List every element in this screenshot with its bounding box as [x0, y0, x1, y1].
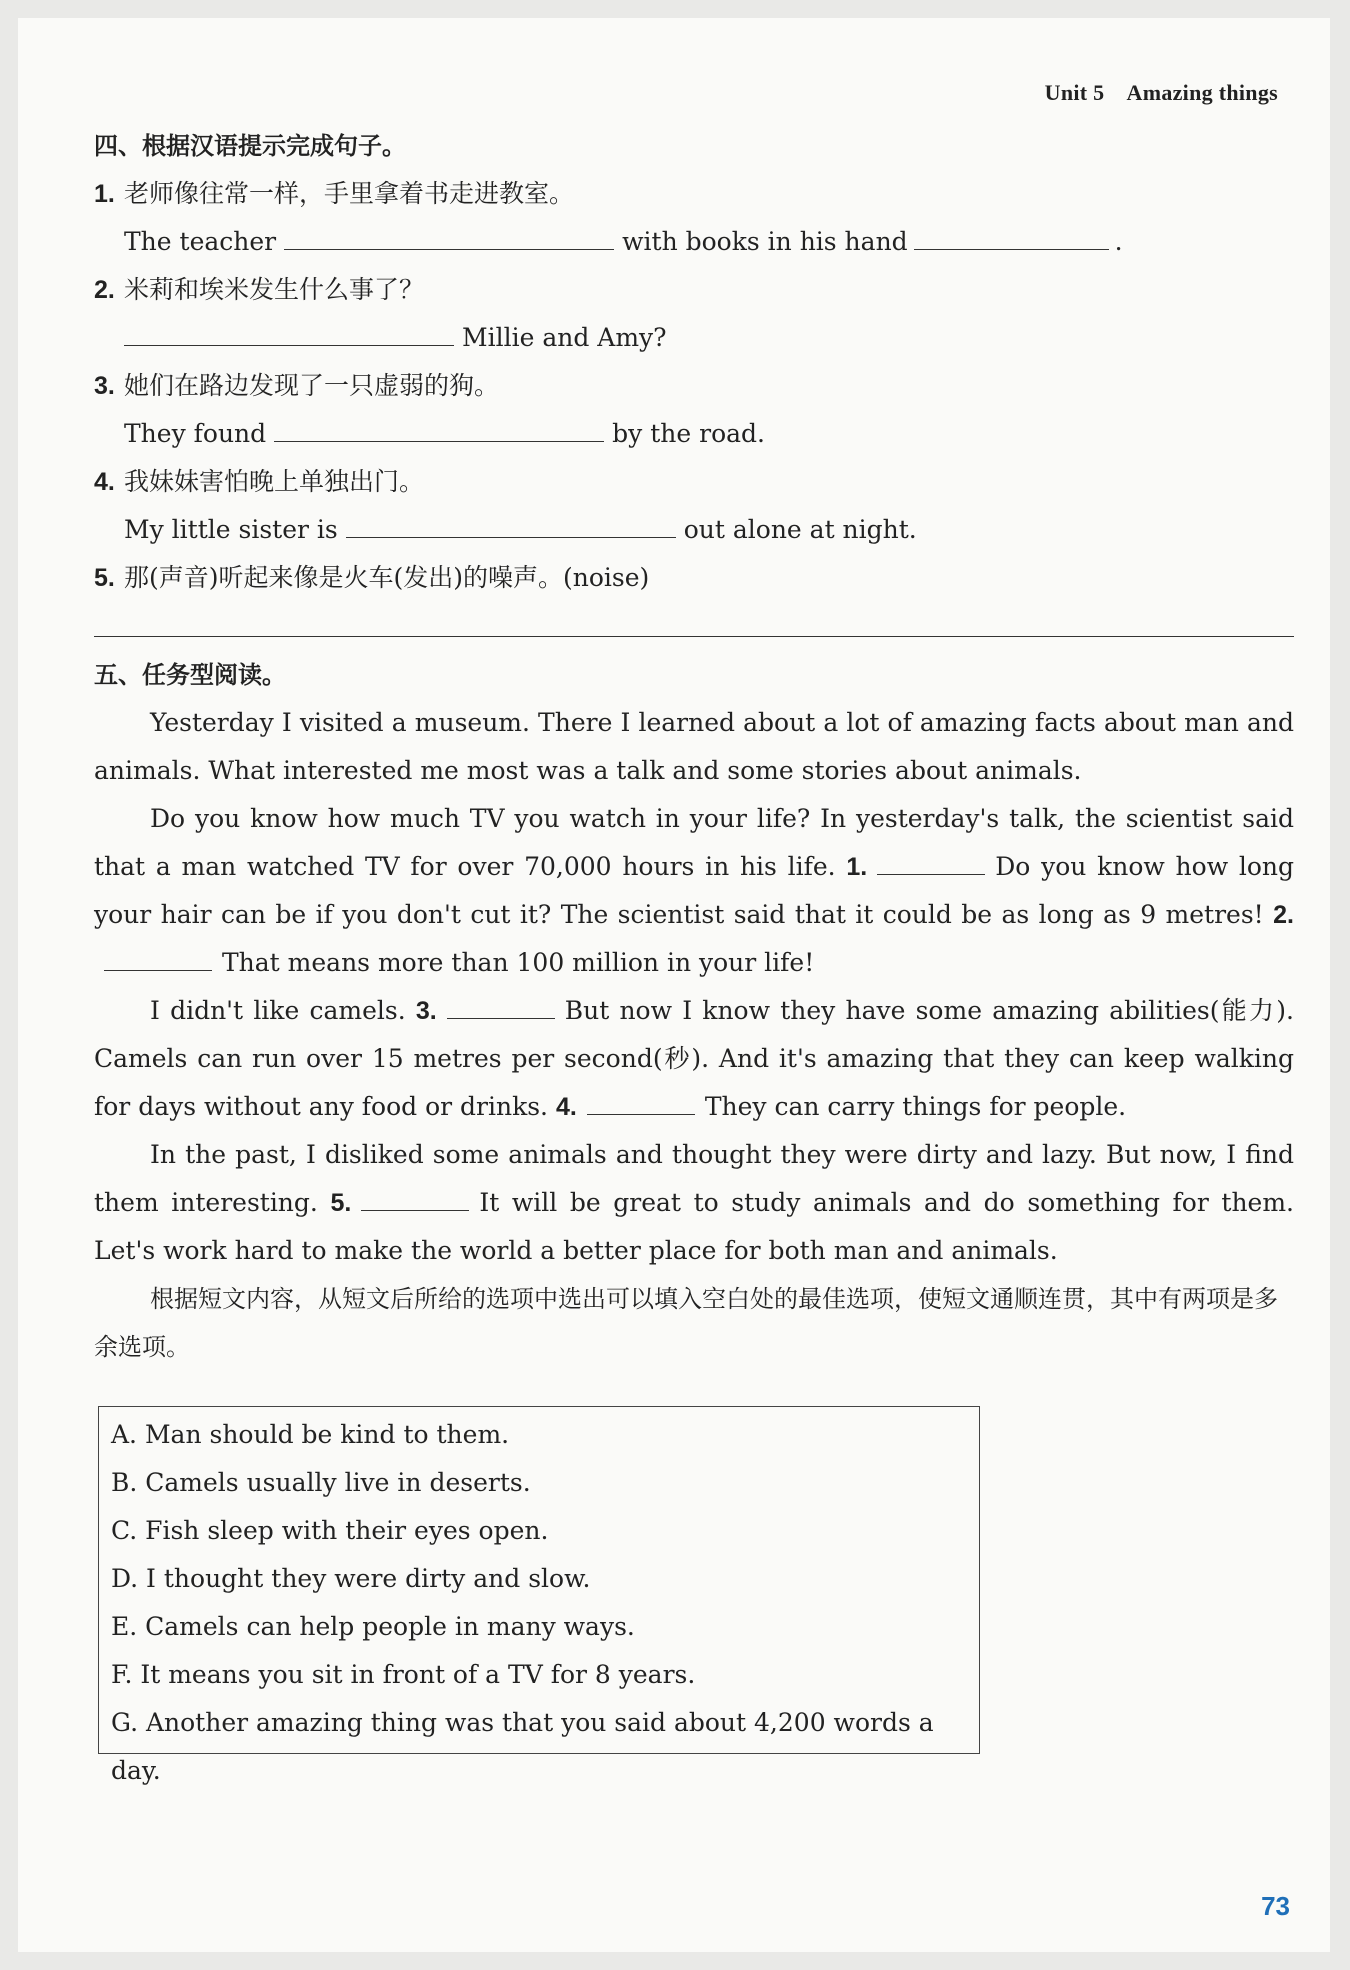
paragraph-text: I didn't like camels. — [150, 996, 406, 1025]
reading-blank-3[interactable] — [447, 990, 555, 1019]
option-c: C. Fish sleep with their eyes open. — [111, 1516, 549, 1545]
section5-title: 五、任务型阅读。 — [94, 661, 286, 689]
unit-title: Amazing things — [1126, 80, 1278, 105]
paragraph-text: Do you know how much TV you watch in your life? In yesterday's talk, the scientist said that a man watched TV for over 70,000 hours in his life. — [94, 804, 1294, 881]
blank-number: 1. — [846, 853, 868, 881]
option-e: E. Camels can help people in many ways. — [111, 1612, 635, 1641]
sentence-part: The teacher — [124, 227, 277, 256]
question-text: 那(声音)听起来像是火车(发出)的噪声。(noise) — [124, 563, 650, 592]
paragraph-text: But now I know they have some amazing abilities(能力). Camels can run over 15 metres per second(秒). And it's amazing that they can keep walking for days without any food or drinks. — [94, 996, 1294, 1121]
question-number: 2. — [94, 276, 115, 304]
question-4-en — [94, 506, 1294, 554]
page-number: 73 — [1261, 1891, 1290, 1921]
sentence-part: Millie and Amy? — [462, 323, 667, 352]
question-1-cn — [94, 170, 1294, 218]
answer-blank[interactable] — [346, 507, 676, 538]
answer-blank[interactable] — [914, 219, 1109, 250]
reading-blank-4[interactable] — [587, 1086, 695, 1115]
reading-paragraph-1 — [94, 699, 1294, 795]
paragraph-text: That means more than 100 million in your life! — [222, 948, 815, 977]
instruction-text: 根据短文内容，从短文后所给的选项中选出可以填入空白处的最佳选项，使短文通顺连贯，其中有两项是多余选项。 — [94, 1285, 1278, 1361]
sentence-part: They found — [124, 419, 267, 448]
answer-blank[interactable] — [274, 411, 604, 442]
worksheet-page — [18, 18, 1330, 1952]
question-number: 4. — [94, 468, 115, 496]
blank-number: 5. — [330, 1189, 352, 1217]
reading-paragraph-4 — [94, 1131, 1294, 1275]
question-text: 我妹妹害怕晚上单独出门。 — [124, 467, 425, 496]
answer-blank[interactable] — [124, 315, 454, 346]
option-a: A. Man should be kind to them. — [111, 1420, 510, 1449]
reading-paragraph-2 — [94, 795, 1294, 987]
question-number: 1. — [94, 180, 115, 208]
sentence-part: with books in his hand — [622, 227, 908, 256]
paragraph-text: They can carry things for people. — [704, 1092, 1127, 1121]
answer-line[interactable] — [94, 602, 1294, 637]
section4-title: 四、根据汉语提示完成句子。 — [94, 132, 406, 160]
content — [94, 122, 1294, 1371]
question-text: 她们在路边发现了一只虚弱的狗。 — [124, 371, 500, 400]
page-header — [1045, 80, 1278, 106]
question-number: 3. — [94, 372, 115, 400]
question-text: 米莉和埃米发生什么事了？ — [124, 275, 425, 304]
question-5-cn — [94, 554, 1294, 602]
option-f: F. It means you sit in front of a TV for 8 years. — [111, 1660, 696, 1689]
reading-paragraph-3 — [94, 987, 1294, 1131]
reading-blank-5[interactable] — [361, 1182, 469, 1211]
question-3-en — [94, 410, 1294, 458]
blank-number: 3. — [415, 997, 437, 1025]
paragraph-text: It will be great to study animals and do something for them. Let's work hard to make the world a better place for both man and animals. — [94, 1188, 1295, 1265]
sentence-part: My little sister is — [124, 515, 338, 544]
paragraph-text: In the past, I disliked some animals and thought they were dirty and lazy. But now, I find them interesting. — [94, 1140, 1294, 1217]
question-2-en — [94, 314, 1294, 362]
sentence-part: . — [1114, 227, 1123, 256]
unit-label: Unit 5 — [1044, 80, 1105, 105]
reading-blank-2[interactable] — [104, 942, 212, 971]
reading-blank-1[interactable] — [877, 846, 985, 875]
question-4-cn — [94, 458, 1294, 506]
question-2-cn — [94, 266, 1294, 314]
blank-number: 4. — [555, 1093, 577, 1121]
paragraph-text: Yesterday I visited a museum. There I learned about a lot of amazing facts about man and animals. What interested me most was a talk and some stories about animals. — [94, 708, 1294, 785]
question-3-cn — [94, 362, 1294, 410]
option-b: B. Camels usually live in deserts. — [111, 1468, 531, 1497]
question-number: 5. — [94, 564, 115, 592]
option-d: D. I thought they were dirty and slow. — [111, 1564, 591, 1593]
option-g: G. Another amazing thing was that you said about 4,200 words a day. — [111, 1708, 934, 1785]
blank-number: 2. — [1273, 901, 1294, 929]
question-1-en — [94, 218, 1294, 266]
question-text: 老师像往常一样，手里拿着书走进教室。 — [124, 179, 575, 208]
answer-blank[interactable] — [284, 219, 614, 250]
paragraph-text: Do you know how long your hair can be if you don't cut it? The scientist said that it could be as long as 9 metres! — [94, 852, 1294, 929]
options-box — [98, 1406, 980, 1785]
sentence-part: by the road. — [612, 419, 765, 448]
sentence-part: out alone at night. — [683, 515, 917, 544]
